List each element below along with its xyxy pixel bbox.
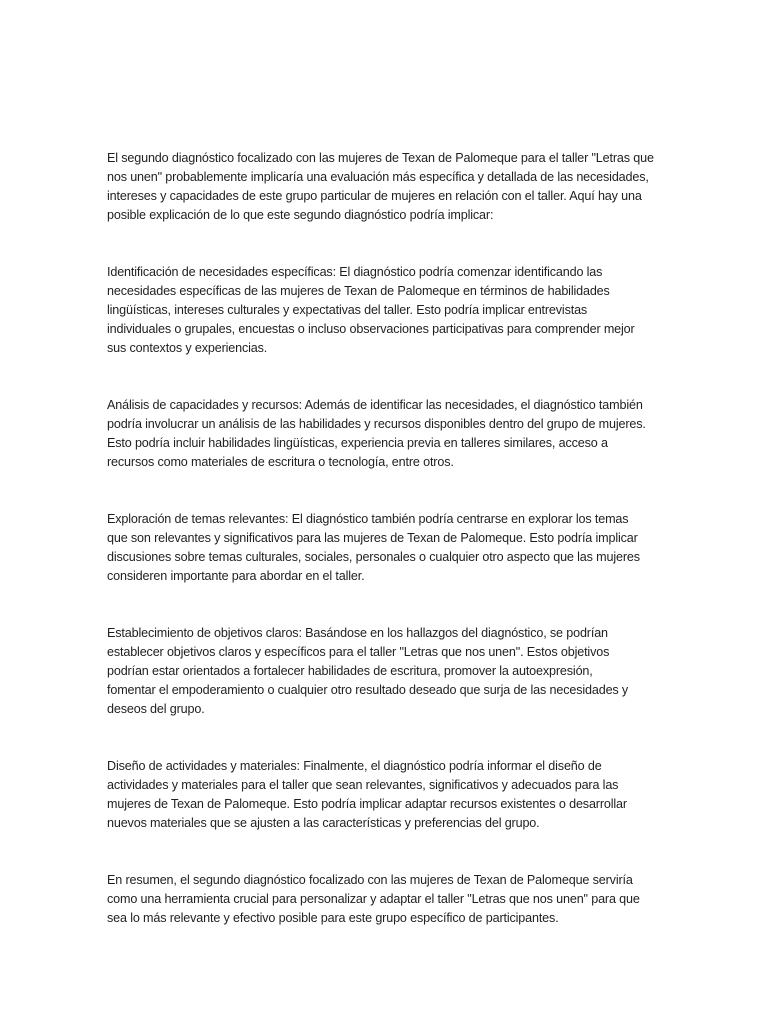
paragraph-objectives: Establecimiento de objetivos claros: Basándose en los hallazgos del diagnóstico, se podrían establecer objetivos claros y específicos para el taller "Letras que nos unen". Estos objetivos podrían estar orientados a fortalecer habilidades de escritura, promover la autoexpresión, fomentar el empoderamiento o cualquier otro resultado deseado que surja de las necesidades y deseos del grupo. bbox=[107, 626, 629, 716]
paragraph-needs-identification: Identificación de necesidades específicas: El diagnóstico podría comenzar identificando las necesidades específicas de las mujeres de Texan de Palomeque en términos de habilidades lingüísticas, intereses culturales y expectativas del taller. Esto podría implicar entrevistas individuales o grupales, encuestas o incluso observaciones participativas para comprender mejor sus contextos y experiencias. bbox=[107, 265, 635, 355]
paragraph-summary: En resumen, el segundo diagnóstico focalizado con las mujeres de Texan de Palomeque serviría como una herramienta crucial para personalizar y adaptar el taller "Letras que nos unen" para que sea lo más relevante y efectivo posible para este grupo específico de participantes. bbox=[107, 873, 640, 925]
document-page bbox=[107, 149, 663, 928]
paragraph-intro: El segundo diagnóstico focalizado con las mujeres de Texan de Palomeque para el taller "Letras que nos unen" probablemente implicaría una evaluación más específica y detallada de las necesidades, intereses y capacidades de este grupo particular de mujeres en relación con el taller. Aquí hay una posible explicación de lo que este segundo diagnóstico podría implicar: bbox=[107, 151, 654, 222]
paragraph-activity-design: Diseño de actividades y materiales: Finalmente, el diagnóstico podría informar el diseño de actividades y materiales para el taller que sean relevantes, significativos y adecuados para las mujeres de Texan de Palomeque. Esto podría implicar adaptar recursos existentes o desarrollar nuevos materiales que se ajusten a las características y preferencias del grupo. bbox=[107, 759, 627, 830]
paragraph-topic-exploration: Exploración de temas relevantes: El diagnóstico también podría centrarse en explorar los temas que son relevantes y significativos para las mujeres de Texan de Palomeque. Esto podría implicar discusiones sobre temas culturales, sociales, personales o cualquier otro aspecto que las mujeres consideren importante para abordar en el taller. bbox=[107, 512, 640, 583]
paragraph-capacity-analysis: Análisis de capacidades y recursos: Además de identificar las necesidades, el diagnóstico también podría involucrar un análisis de las habilidades y recursos disponibles dentro del grupo de mujeres. Esto podría incluir habilidades lingüísticas, experiencia previa en talleres similares, acceso a recursos como materiales de escritura o tecnología, entre otros. bbox=[107, 398, 646, 469]
